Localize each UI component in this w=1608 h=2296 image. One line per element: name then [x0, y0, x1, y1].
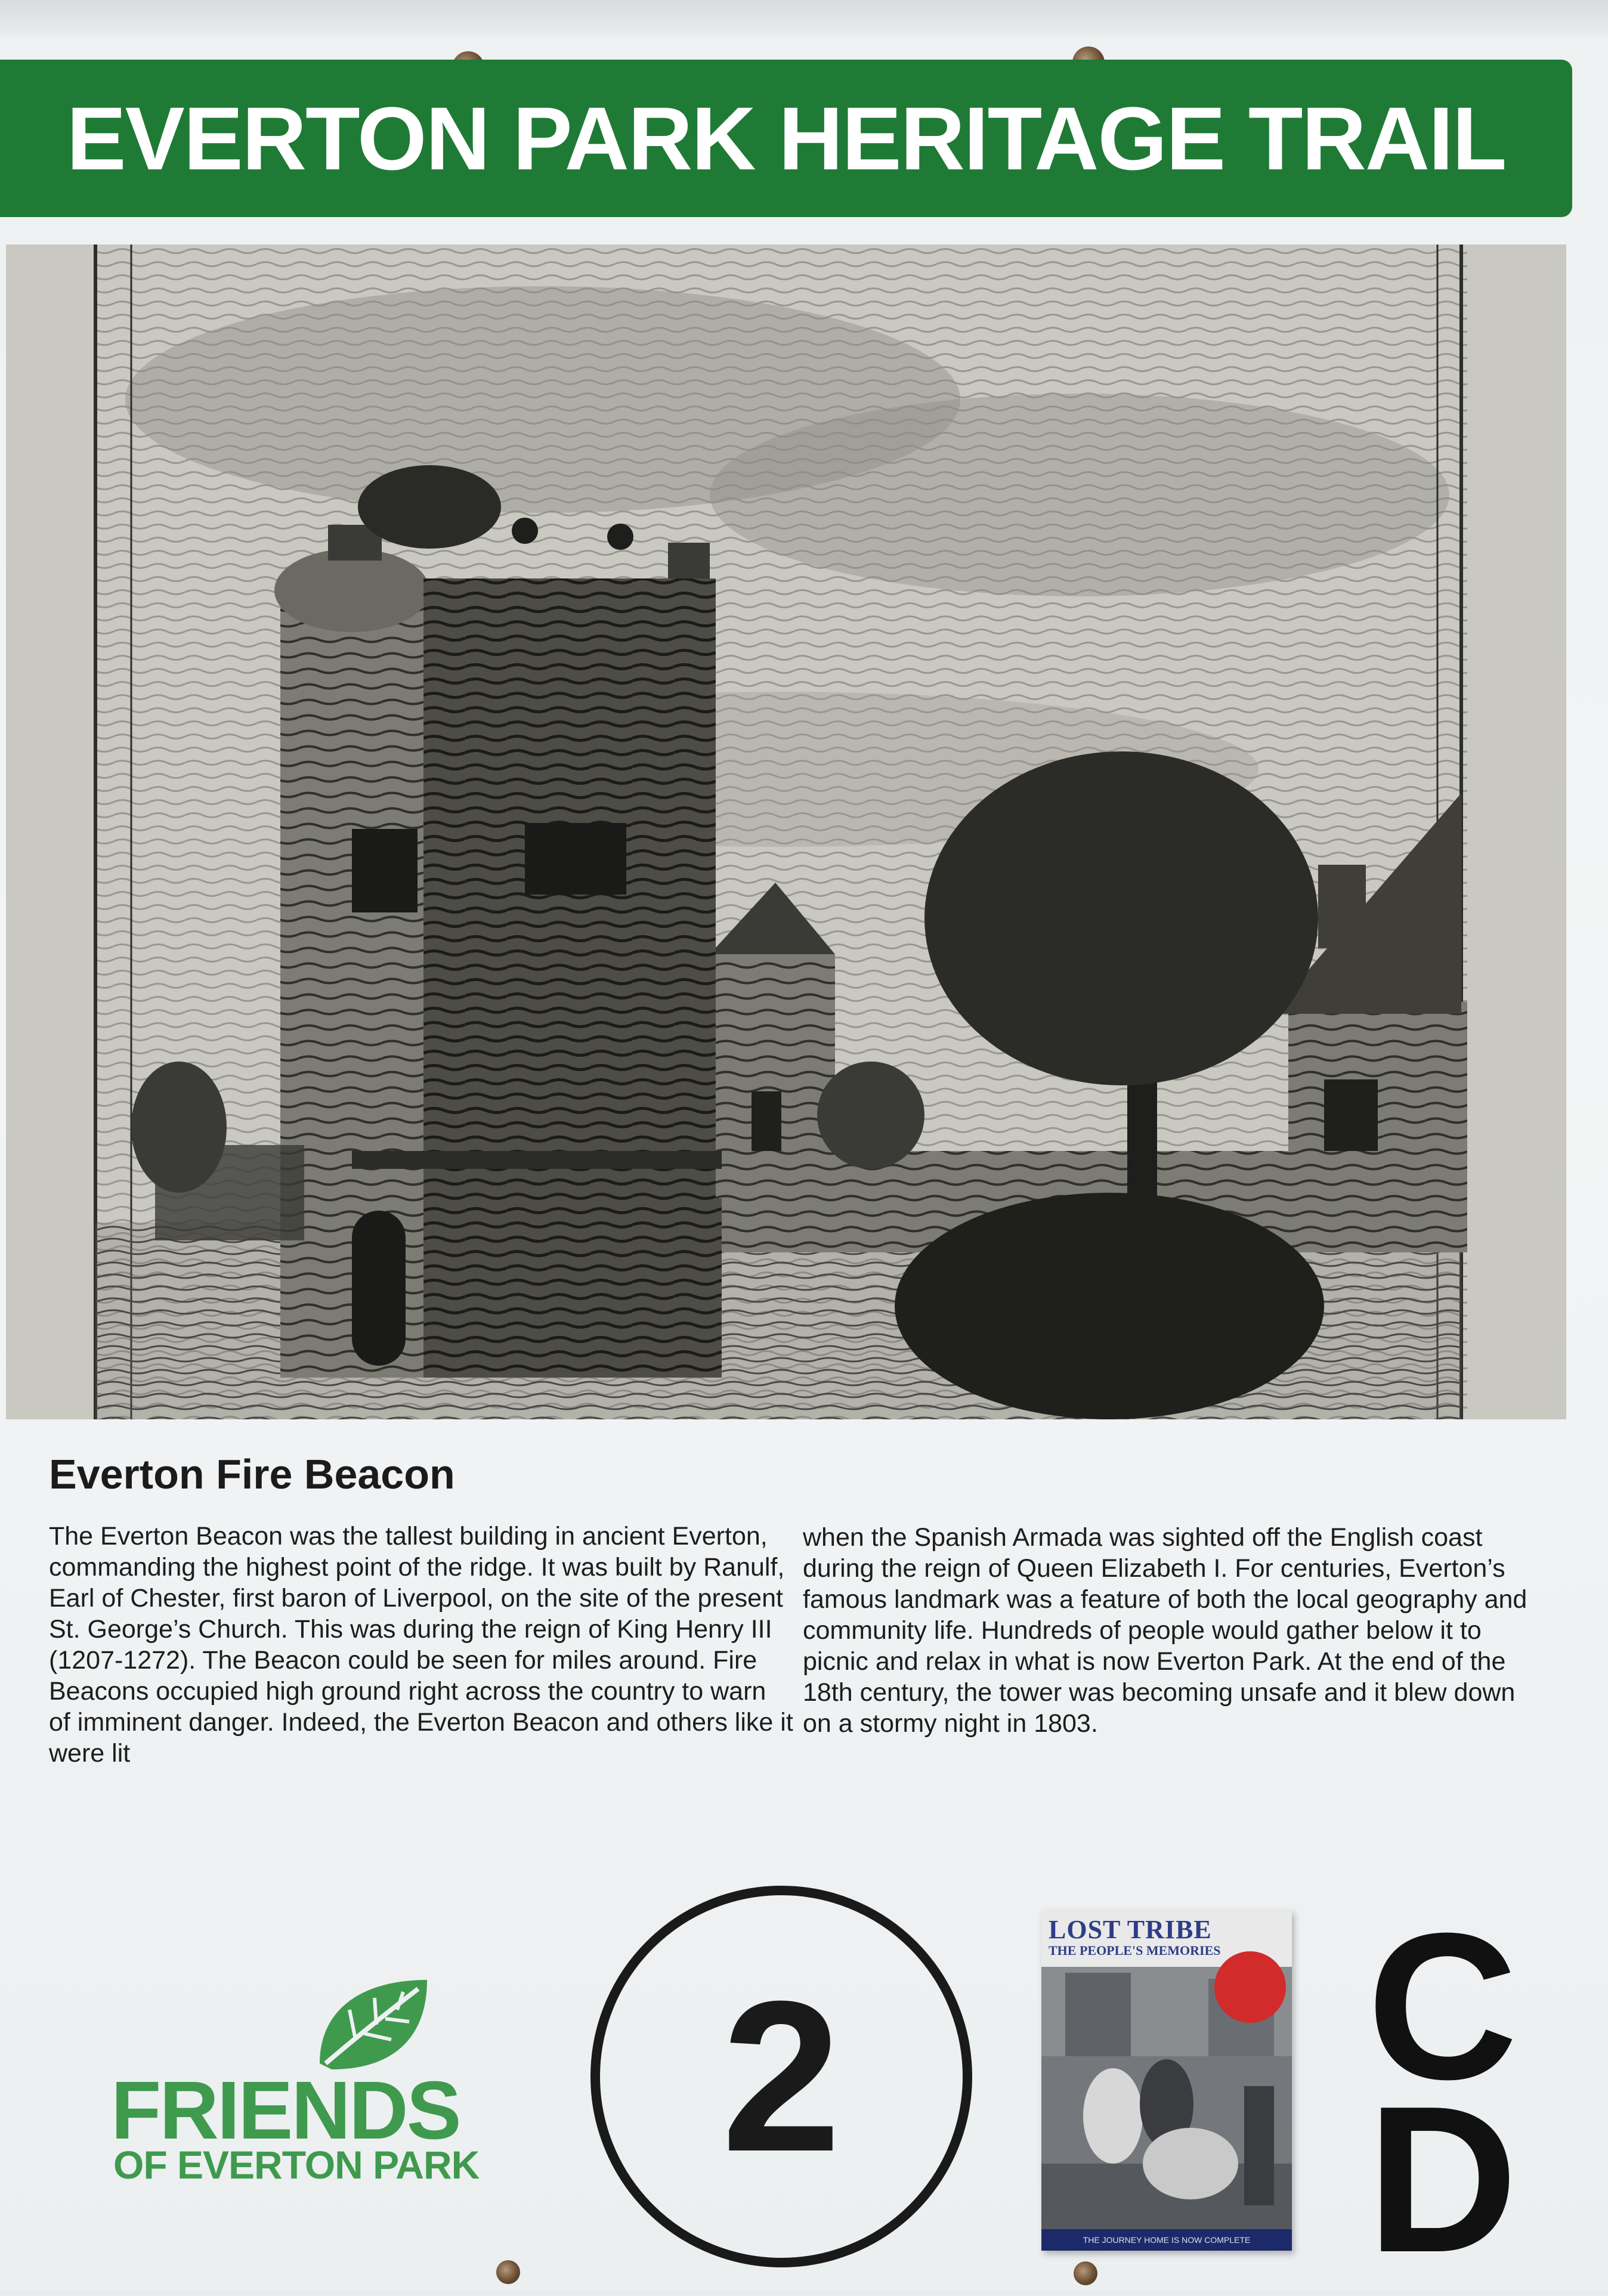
article-heading: Everton Fire Beacon	[49, 1451, 455, 1497]
article-column-right	[803, 1522, 1548, 1739]
wall-strip	[0, 0, 1608, 36]
book-title: LOST TRIBE	[1049, 1915, 1212, 1944]
trail-marker-circle	[590, 1886, 972, 2267]
route-letter-d: D	[1367, 2063, 1518, 2296]
logo-line2: OF EVERTON PARK	[113, 2143, 480, 2187]
title-banner	[0, 60, 1572, 217]
article-text-left: The Everton Beacon was the tallest building in ancient Everton, commanding the highest point of the ridge. It was built by Ranulf, Earl of Chester, first baron of Liverpool, on the site of the present St. George’s Church. This was during the reign of King Henry III (1207-1272). The Beacon could be seen for miles around. Fire Beacons occupied high ground right across the country to warn of imminent danger. Indeed, the Everton Beacon and others like it were lit	[49, 1522, 793, 1768]
screw-icon	[1074, 2261, 1097, 2285]
trail-marker-number: 2	[721, 1957, 842, 2196]
screw-icon	[496, 2260, 520, 2284]
friends-of-everton-park-logo	[111, 1974, 517, 2187]
engraving-illustration	[6, 245, 1566, 1419]
book-footer: THE JOURNEY HOME IS NOW COMPLETE	[1041, 2229, 1292, 2251]
route-letter-c: C	[1367, 1890, 1518, 2123]
beacon-engraving	[6, 245, 1566, 1419]
banner-title: EVERTON PARK HERITAGE TRAIL	[66, 88, 1506, 188]
book-badge	[1214, 1951, 1286, 2023]
book-subtitle: THE PEOPLE'S MEMORIES	[1049, 1943, 1221, 1958]
article-text-right: when the Spanish Armada was sighted off the English coast during the reign of Queen Elizabeth I. For centuries, Everton’s famous landmark was a feature of both the local geography and community life. Hundreds of people would gather below it to picnic and relax in what is now Everton Park. At the end of the 18th century, the tower was becoming unsafe and it blew down on a stormy night in 1803.	[803, 1523, 1527, 1738]
lost-tribe-book-cover	[1041, 1910, 1292, 2251]
article-column-left	[49, 1521, 794, 1769]
leaf-icon	[308, 1974, 433, 2075]
logo-line1: FRIENDS	[111, 2065, 460, 2156]
